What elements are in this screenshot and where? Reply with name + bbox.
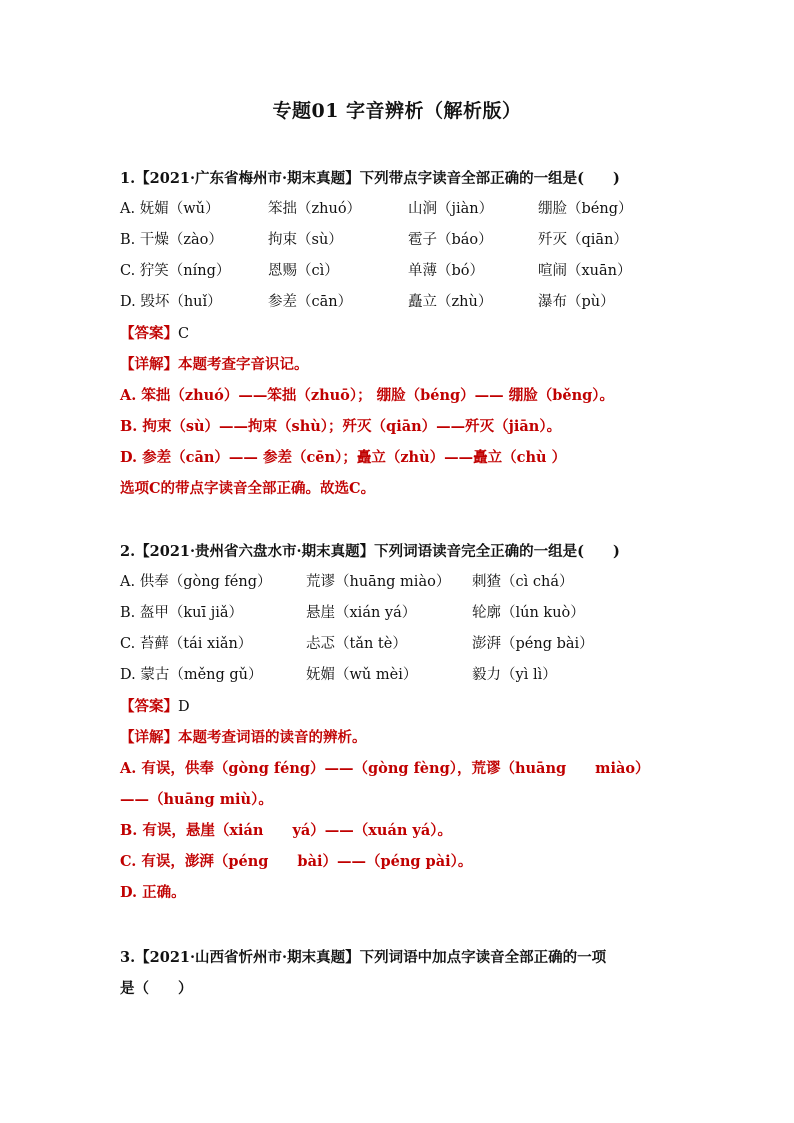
detail-label: 【详解】 xyxy=(120,729,178,746)
option-item: B. 盔甲（kuī jiǎ） xyxy=(120,605,244,621)
explanation-line: ——（huāng miù）。 xyxy=(120,791,273,808)
detail-line xyxy=(120,722,680,753)
explanation-line: A. 有误，供奉（gòng féng）——（gòng fèng），荒谬（huāng miào） xyxy=(120,760,650,777)
option-row xyxy=(120,567,680,598)
option-item: 笨拙（zhuó） xyxy=(268,201,362,217)
detail-text: 本题考查字音识记。 xyxy=(178,356,309,373)
detail-line xyxy=(120,349,680,380)
option-item: 刺猹（cì chá） xyxy=(472,574,574,590)
answer-line xyxy=(120,691,680,722)
option-item: 恩赐（cì） xyxy=(268,263,339,279)
option-row xyxy=(120,256,680,287)
option-item: 妩媚（wǔ mèi） xyxy=(306,667,418,683)
option-row xyxy=(120,194,680,225)
option-item: D. 蒙古（měng gǔ） xyxy=(120,667,263,683)
option-row xyxy=(120,660,680,691)
answer-value: C xyxy=(178,326,190,342)
option-item: C. 苔藓（tái xiǎn） xyxy=(120,636,253,652)
option-item: 忐忑（tǎn tè） xyxy=(306,636,407,652)
explanation-line: D. 参差（cān）—— 参差（cēn）；矗立（zhù）——矗立（chù ） xyxy=(120,449,567,466)
option-row xyxy=(120,225,680,256)
option-item: D. 毁坏（huǐ） xyxy=(120,294,222,310)
option-item: 山涧（jiàn） xyxy=(408,201,494,217)
explanation-line: B. 有误，悬崖（xián yá）——（xuán yá）。 xyxy=(120,822,453,839)
detail-label: 【详解】 xyxy=(120,356,178,373)
page-title: 专题01 字音辨析（解析版） xyxy=(272,100,522,122)
question-2 xyxy=(120,536,680,908)
option-item: B. 干燥（zào） xyxy=(120,232,223,248)
option-item: 歼灭（qiān） xyxy=(538,232,628,248)
option-item: 雹子（báo） xyxy=(408,232,493,248)
explanation-line: A. 笨拙（zhuó）——笨拙（zhuō）； 绷脸（béng）—— 绷脸（běng）。 xyxy=(120,387,615,404)
option-item: 轮廓（lún kuò） xyxy=(472,605,585,621)
answer-line xyxy=(120,318,680,349)
option-item: 单薄（bó） xyxy=(408,263,485,279)
question-3 xyxy=(120,942,680,1004)
option-item: 荒谬（huāng miào） xyxy=(306,574,451,590)
option-item: 绷脸（béng） xyxy=(538,201,633,217)
option-item: 拘束（sù） xyxy=(268,232,343,248)
option-item: 参差（cān） xyxy=(268,294,353,310)
option-row xyxy=(120,287,680,318)
option-item: A. 供奉（gòng féng） xyxy=(120,574,272,590)
explanation-line: D. 正确。 xyxy=(120,884,186,901)
question-stem-continued: 是（ ） xyxy=(120,980,193,997)
option-item: 毅力（yì lì） xyxy=(472,667,557,683)
question-stem: 2.【2021·贵州省六盘水市·期末真题】下列词语读音完全正确的一组是( ) xyxy=(120,543,620,560)
answer-label: 【答案】 xyxy=(120,698,178,715)
explanation-line: B. 拘束（sù）——拘束（shù）；歼灭（qiān）——歼灭（jiān）。 xyxy=(120,418,562,435)
option-item: 澎湃（péng bài） xyxy=(472,636,594,652)
answer-value: D xyxy=(178,699,190,715)
option-item: 悬崖（xián yá） xyxy=(306,605,417,621)
option-item: A. 妩媚（wǔ） xyxy=(120,201,220,217)
option-item: C. 狞笑（níng） xyxy=(120,263,231,279)
option-row xyxy=(120,598,680,629)
question-stem: 1.【2021·广东省梅州市·期末真题】下列带点字读音全部正确的一组是( ) xyxy=(120,170,620,187)
answer-label: 【答案】 xyxy=(120,325,178,342)
option-item: 瀑布（pù） xyxy=(538,294,615,310)
question-stem: 3.【2021·山西省忻州市·期末真题】下列词语中加点字读音全部正确的一项 xyxy=(120,949,607,966)
question-1 xyxy=(120,163,680,504)
option-row xyxy=(120,629,680,660)
explanation-line: 选项C的带点字读音全部正确。故选C。 xyxy=(120,480,376,497)
option-item: 矗立（zhù） xyxy=(408,294,493,310)
explanation-line: C. 有误，澎湃（péng bài）——（péng pài）。 xyxy=(120,853,473,870)
option-item: 喧闹（xuān） xyxy=(538,263,632,279)
detail-text: 本题考查词语的读音的辨析。 xyxy=(178,729,367,746)
